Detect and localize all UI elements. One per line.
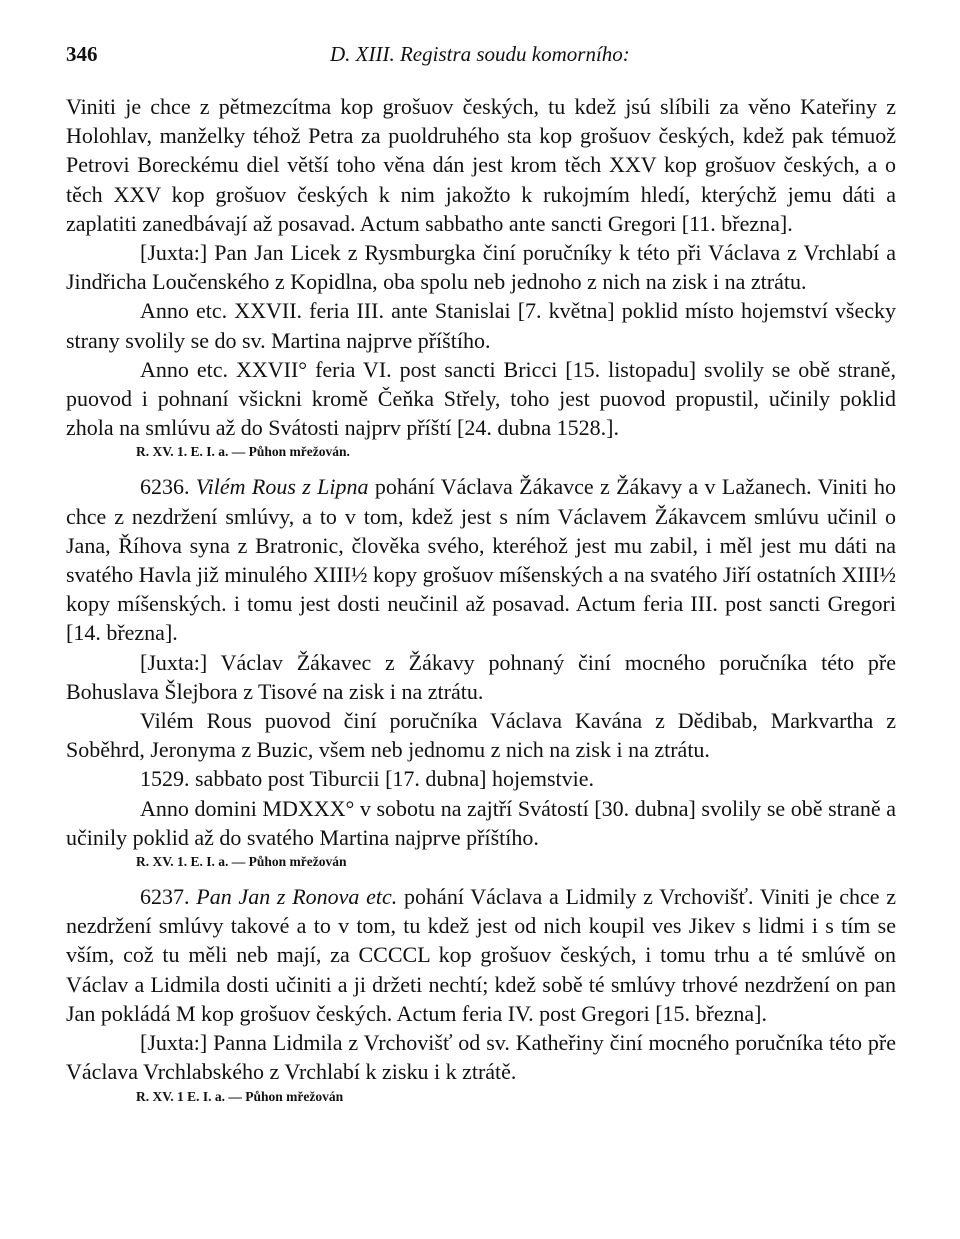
page-header — [66, 42, 894, 70]
paragraph: Anno etc. XXVII. feria III. ante Stanislai [7. května] poklid místo hojemství všecky strany svolily se do sv. Martina najprve příštího. — [66, 298, 896, 353]
entry-text: pohání Václava a Lidmily z Vrchovišť. Viniti je chce z nezdržení smlúvy takové a to v tom, tu kdež jest od nich koupil ves Jikev s lidmi i s tím se vším, což tu měli neb mají, za CCCCL kop grošuov českých, i tomu trhu a té smlúvě on Václav a Lidmila dosti učiniti a ji držeti nechtí; kdež sobě té smlúvy trhové nezdržení on pan Jan pokládá M kop grošuov českých. Actum feria IV. post Gregori [15. března]. — [66, 884, 897, 1026]
body-text — [66, 92, 896, 1117]
entry-party: Vilém Rous z Lipna — [195, 474, 369, 500]
paragraph: [Juxta:] Pan Jan Licek z Rysmburgka činí poručníky k této při Václava z Vrchlabí a Jindřicha Loučenského z Kopidlna, oba spolu neb jednoho z nich na zisk i na ztrátu. — [66, 240, 896, 295]
entry-text: pohání Václava Žákavce z Žákavy a v Lažanech. Viniti ho chce z nezdržení smlúvy, a to v tom, kdež jest s ním Václavem Žákavcem smlúvu učinil o Jana, Říhova syna z Bratronic, člověka svého, kteréhož jest mu zabil, i měl jest mu dáti na svatého Havla již minulého XIII½ kopy grošuov míšenských a na svatého Jiří ostatních XIII½ kopy míšenských. i tomu jest dosti neučinil až posavad. Actum feria III. post sancti Gregori [14. března]. — [66, 474, 897, 646]
entry-number: 6236. — [140, 474, 190, 500]
source-note: R. XV. 1. E. I. a. — Půhon mřežován — [136, 854, 347, 870]
running-head: D. XIII. Registra soudu komorního: — [330, 42, 630, 66]
entry-6236 — [66, 472, 896, 647]
paragraph: Anno domini MDXXX° v sobotu na zajtří Svátostí [30. dubna] svolily se obě straně a učinily poklid až do svatého Martina najprve příštího. — [66, 795, 896, 850]
entry-party: Pan Jan z Ronova etc. — [196, 884, 398, 910]
paragraph: Vilém Rous puovod činí poručníka Václava Kavána z Dědibab, Markvartha z Soběhrd, Jeronyma z Buzic, všem neb jednomu z nich na zisk i na ztrátu. — [66, 708, 896, 763]
paragraph: 1529. sabbato post Tiburcii [17. dubna] hojemstvie. — [140, 766, 595, 792]
paragraph: Anno etc. XXVII° feria VI. post sancti Bricci [15. listopadu] svolily se obě straně, puovod i pohnaní všickni kromě Čeňka Střely, toho jest puovod propustil, učinily poklid zhola na smlúvu až do Svátosti najprv příští [24. dubna 1528.]. — [66, 356, 896, 441]
entry-number: 6237. — [140, 884, 190, 910]
paragraph: [Juxta:] Panna Lidmila z Vrchovišť od sv. Katheřiny činí mocného poručníka této pře Václava Vrchlabského z Vrchlabí k zisku i k ztrátě. — [66, 1030, 896, 1085]
source-note: R. XV. 1. E. I. a. — Půhon mřežován. — [136, 444, 350, 460]
paragraph: [Juxta:] Václav Žákavec z Žákavy pohnaný činí mocného poručníka této pře Bohuslava Šlejbora z Tisové na zisk i na ztrátu. — [66, 649, 896, 704]
paragraph: Viniti je chce z pětmezcítma kop grošuov českých, tu kdež jsú slíbili za věno Kateřiny z Holohlav, manželky téhož Petra za puoldruhého sta kop grošuov českých, kdež pak témuož Petrovi Boreckému diel větší toho věna dán jest krom těch XXV kop grošuov českých, a o těch XXV kop grošuov českých k nim jakožto k rukojmím hledí, kterýchž jemu dáti a zaplatiti zanedbávají až posavad. Actum sabbatho ante sancti Gregori [11. března]. — [66, 94, 896, 236]
page-number: 346 — [66, 42, 98, 66]
entry-6237 — [66, 882, 896, 1028]
source-note: R. XV. 1 E. I. a. — Půhon mřežován — [136, 1088, 344, 1104]
